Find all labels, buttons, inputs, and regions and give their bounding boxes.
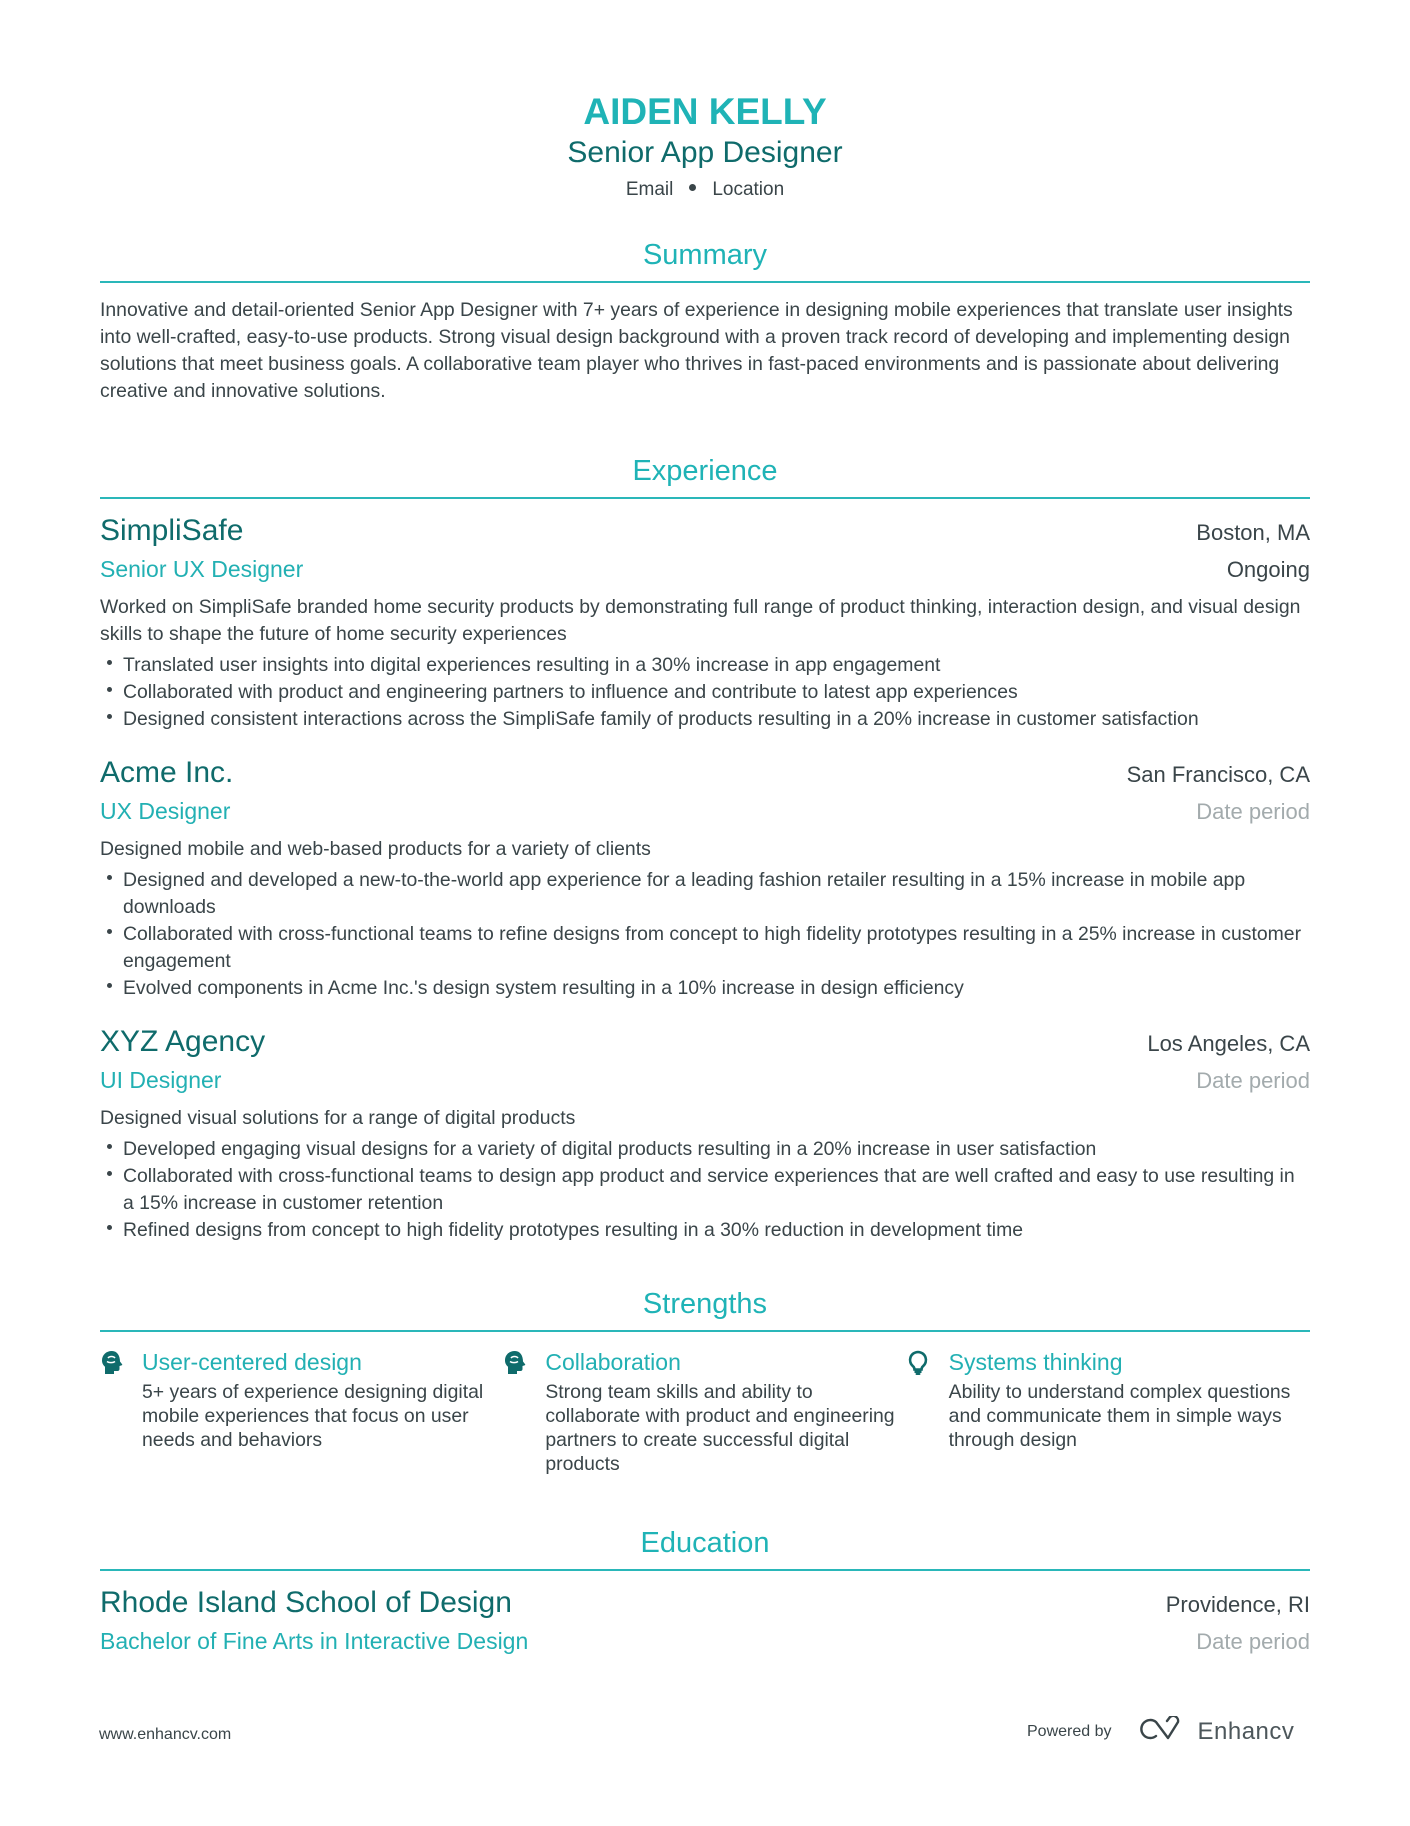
bullet-item: Refined designs from concept to high fidelity prototypes resulting in a 30% reduction in development time <box>100 1217 1310 1244</box>
separator-dot-icon <box>689 184 696 191</box>
job-date: Date period <box>1196 799 1310 824</box>
job-company: SimpliSafe <box>100 514 244 547</box>
job-title: UX Designer <box>100 798 231 824</box>
brand-name: Enhancv <box>1197 1717 1295 1745</box>
strengths-grid <box>100 1346 1310 1476</box>
strength-item <box>100 1346 503 1476</box>
footer-branding[interactable] <box>1027 1716 1294 1747</box>
enhancv-logo-icon <box>1140 1716 1186 1747</box>
job-bullets <box>100 1136 1310 1244</box>
section-title-education: Education <box>100 1524 1310 1571</box>
experience-section <box>100 452 1310 1244</box>
job-location: Los Angeles, CA <box>1147 1031 1310 1056</box>
job-description: Designed visual solutions for a range of digital products <box>100 1107 576 1129</box>
contact-line <box>0 176 1410 204</box>
bullet-item: Collaborated with product and engineering partners to influence and contribute to latest app experiences <box>100 679 1310 706</box>
strength-item <box>503 1346 906 1476</box>
job-bullets <box>100 652 1310 733</box>
strength-description: Ability to understand complex questions and communicate them in simple ways through design <box>948 1381 1291 1451</box>
job-date: Date period <box>1196 1068 1310 1093</box>
summary-section <box>100 236 1310 405</box>
bullet-item: Collaborated with cross-functional teams to design app product and service experiences that are well crafted and easy to use resulting in a 15% increase in customer retention <box>100 1163 1310 1217</box>
education-section <box>100 1524 1310 1660</box>
degree: Bachelor of Fine Arts in Interactive Design <box>100 1628 529 1654</box>
section-title-experience: Experience <box>100 452 1310 499</box>
strengths-section <box>100 1285 1310 1476</box>
candidate-role: Senior App Designer <box>567 136 843 169</box>
job-entry <box>100 513 1310 733</box>
resume-header <box>0 90 1410 204</box>
job-entry <box>100 1024 1310 1244</box>
head-profile-icon <box>503 1346 545 1476</box>
strength-title: User-centered design <box>142 1349 362 1375</box>
school-name: Rhode Island School of Design <box>100 1586 512 1619</box>
education-entry <box>100 1585 1310 1660</box>
section-title-strengths: Strengths <box>100 1285 1310 1332</box>
bullet-item: Translated user insights into digital experiences resulting in a 30% increase in app engagement <box>100 652 1310 679</box>
education-date: Date period <box>1196 1629 1310 1654</box>
bullet-item: Collaborated with cross-functional teams to refine designs from concept to high fidelity prototypes resulting in a 25% increase in customer engagement <box>100 921 1310 975</box>
job-bullets <box>100 867 1310 1002</box>
strength-title: Collaboration <box>545 1349 681 1375</box>
lightbulb-icon <box>907 1346 949 1476</box>
job-date: Ongoing <box>1226 557 1310 582</box>
job-description: Designed mobile and web-based products for a variety of clients <box>100 838 651 860</box>
job-location: San Francisco, CA <box>1126 762 1310 787</box>
candidate-name: AIDEN KELLY <box>583 91 827 132</box>
job-location: Boston, MA <box>1196 520 1310 545</box>
contact-email[interactable]: Email <box>625 179 674 200</box>
head-profile-icon <box>100 1346 142 1476</box>
strength-item <box>907 1346 1310 1476</box>
bullet-item: Developed engaging visual designs for a variety of digital products resulting in a 20% increase in user satisfaction <box>100 1136 1310 1163</box>
powered-by-label: Powered by <box>1027 1722 1112 1740</box>
school-location: Providence, RI <box>1165 1592 1310 1617</box>
strength-description: Strong team skills and ability to collaborate with product and engineering partners to create successful digital products <box>545 1381 895 1475</box>
job-description: Worked on SimpliSafe branded home security products by demonstrating full range of product thinking, interaction design, and visual design skills to shape the future of home security experiences <box>100 596 1301 645</box>
job-company: Acme Inc. <box>100 756 234 789</box>
job-entry <box>100 755 1310 1002</box>
strength-title: Systems thinking <box>948 1349 1123 1375</box>
job-company: XYZ Agency <box>100 1025 266 1058</box>
job-title: UI Designer <box>100 1067 222 1093</box>
contact-location: Location <box>712 179 785 200</box>
footer-website-link[interactable]: www.enhancv.com <box>99 1726 232 1743</box>
bullet-item: Designed and developed a new-to-the-world app experience for a leading fashion retailer resulting in a 15% increase in mobile app downloads <box>100 867 1310 921</box>
bullet-item: Designed consistent interactions across the SimpliSafe family of products resulting in a 20% increase in customer satisfaction <box>100 706 1310 733</box>
bullet-item: Evolved components in Acme Inc.'s design system resulting in a 10% increase in design efficiency <box>100 975 1310 1002</box>
section-title-summary: Summary <box>100 236 1310 283</box>
job-title: Senior UX Designer <box>100 556 304 582</box>
strength-description: 5+ years of experience designing digital mobile experiences that focus on user needs and behaviors <box>142 1381 484 1451</box>
summary-text: Innovative and detail-oriented Senior App Designer with 7+ years of experience in designing mobile experiences that translate user insights into well-crafted, easy-to-use products. Strong visual design background with a proven track record of developing and implementing design solutions that meet business goals. A collaborative team player who thrives in fast-paced environments and is passionate about delivering creative and innovative solutions. <box>100 299 1293 402</box>
